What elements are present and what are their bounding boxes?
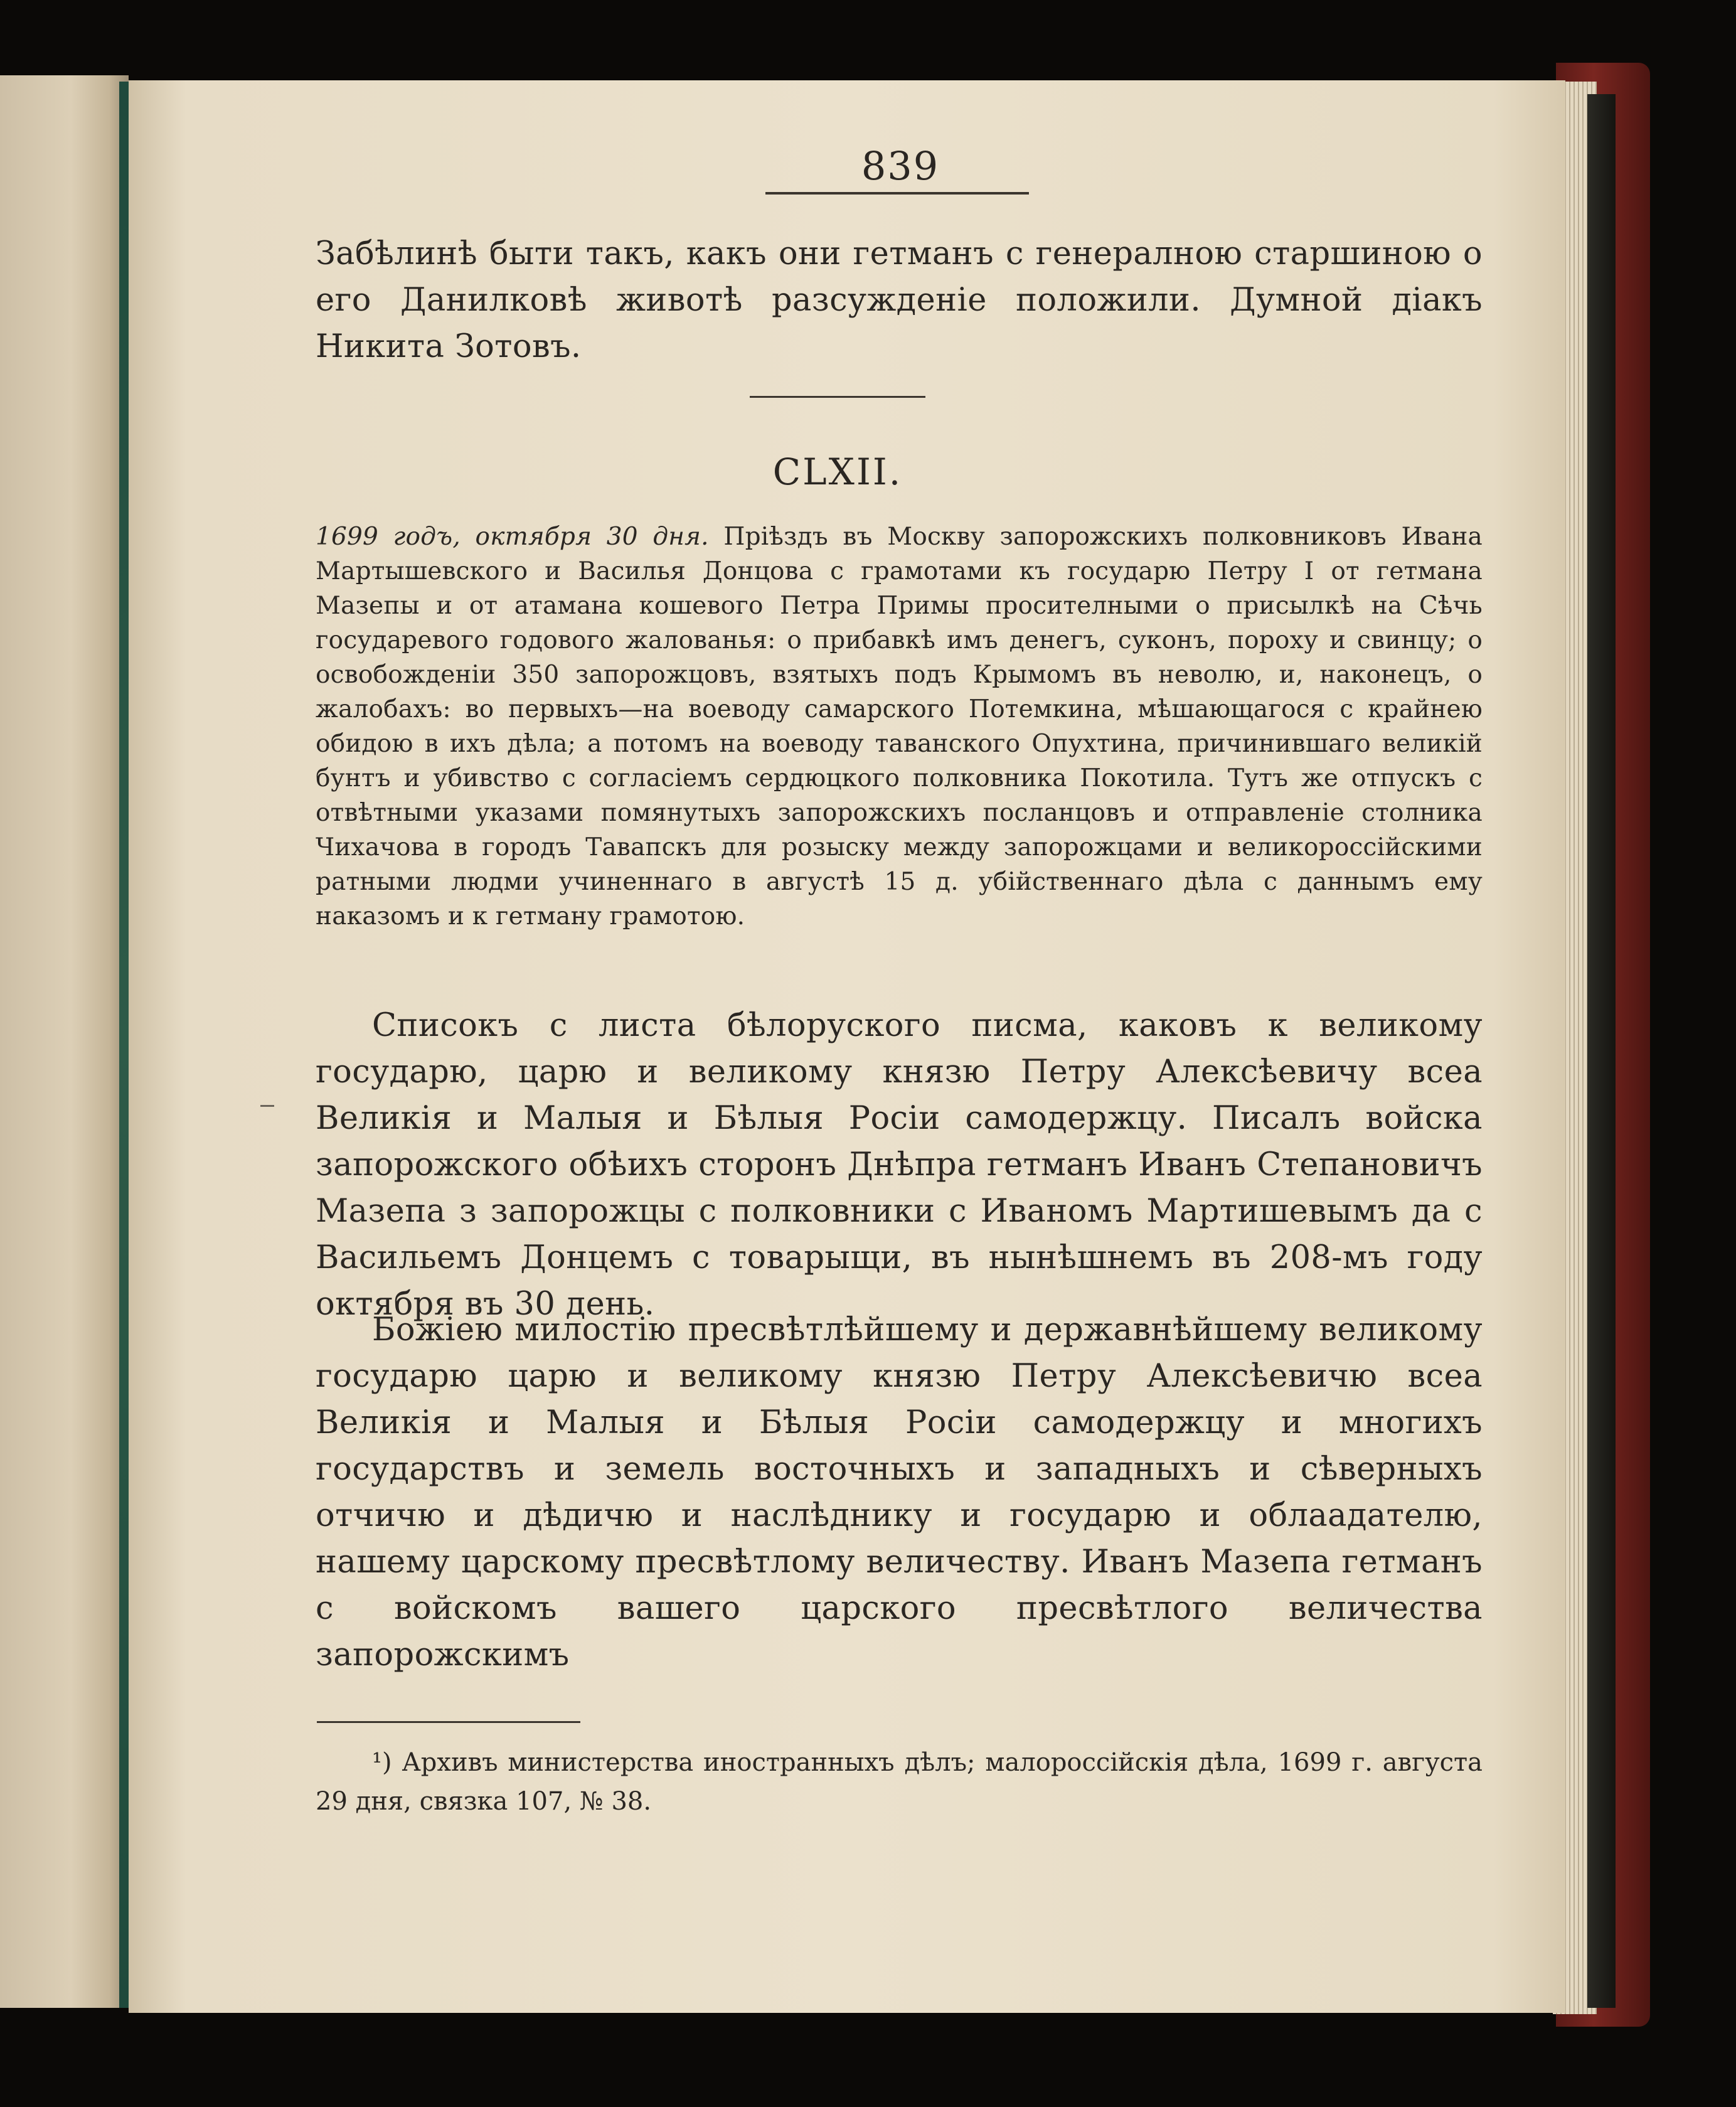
body-paragraph: Списокъ с листа бѣлоруского писма, каковъ к великому государю, царю и великому князю Петру Алексѣевичу всеа Великія и Малыя и Бѣлыя Росіи самодержцу. Писалъ войска запорожского обѣихъ сторонъ Днѣпра гетманъ Иванъ Степановичъ Мазепа з запорожцы с полковники с Иваномъ Мартишевымъ да с Васильемъ Донцемъ с товарыщи, въ нынѣшнемъ въ 208-мъ году октября въ 30 день. [316,1007,1483,1323]
page-number: 839 [861,143,940,189]
section-number: CLXII. [772,451,903,493]
footnote: ¹) Архивъ министерства иностранныхъ дѣлъ; малороссійскія дѣла, 1699 г. августа 29 дня, связка 107, № 38. [316,1748,1483,1816]
continuation-paragraph: Забѣлинѣ быти такъ, какъ они гетманъ с генералною старшиною о его Данилковѣ животѣ разсужденіе положили. Думной діакъ Никита Зотовъ. [316,235,1483,365]
footnote-rule [317,1721,580,1723]
page-shadow [1587,94,1616,2008]
book-page [129,80,1565,2013]
section-heading [316,520,1483,934]
margin-mark [260,1105,274,1107]
page-number-rule [765,192,1029,195]
heading-text: Пріѣздъ въ Москву запорожскихъ полковниковъ Ивана Мартышевского и Василья Донцова с грамотами къ государю Петру I от гетмана Мазепы и от атамана кошевого Петра Примы просителными о присылкѣ на Сѣчь государевого годового жалованья: о прибавкѣ имъ денегъ, суконъ, пороху и свинцу; о освобожденіи 350 запорожцовъ, взятыхъ подъ Крымомъ въ неволю, и, наконецъ, о жалобахъ: во первыхъ—на воеводу самарского Потемкина, мѣшающагося с крайнею обидою в ихъ дѣла; а потомъ на воеводу таванского Опухтина, причинившаго великій бунтъ и убивство с согласіемъ сердюцкого полковника Покотила. Тутъ же отпускъ с отвѣтными указами помянутыхъ запорожскихъ посланцовъ и отправленіе столника Чихачова в городъ Тавапскъ для розыску между запорожцами и великороссійскими ратными людми учиненнаго в августѣ 15 д. убійственнаго дѣла с даннымъ ему наказомъ и к гетману грамотою. [316,523,1483,931]
left-page-edge [0,75,129,2008]
heading-date: 1699 годъ, октября 30 дня. [316,523,709,551]
body-paragraph: Божіею милостію пресвѣтлѣйшему и державнѣйшему великому государю царю и великому князю Петру Алексѣевичю всеа Великія и Малыя и Бѣлыя Росіи самодержцу и многихъ государствъ и земель восточныхъ и западныхъ и сѣверныхъ отчичю и дѣдичю и наслѣднику и государю и облаадателю, нашему царскому пресвѣтлому величеству. Иванъ Мазепа гетманъ с войскомъ вашего царского пресвѣтлого величества запорожскимъ [316,1311,1483,1673]
binding-ribbon [119,82,129,2008]
section-separator [750,396,925,398]
